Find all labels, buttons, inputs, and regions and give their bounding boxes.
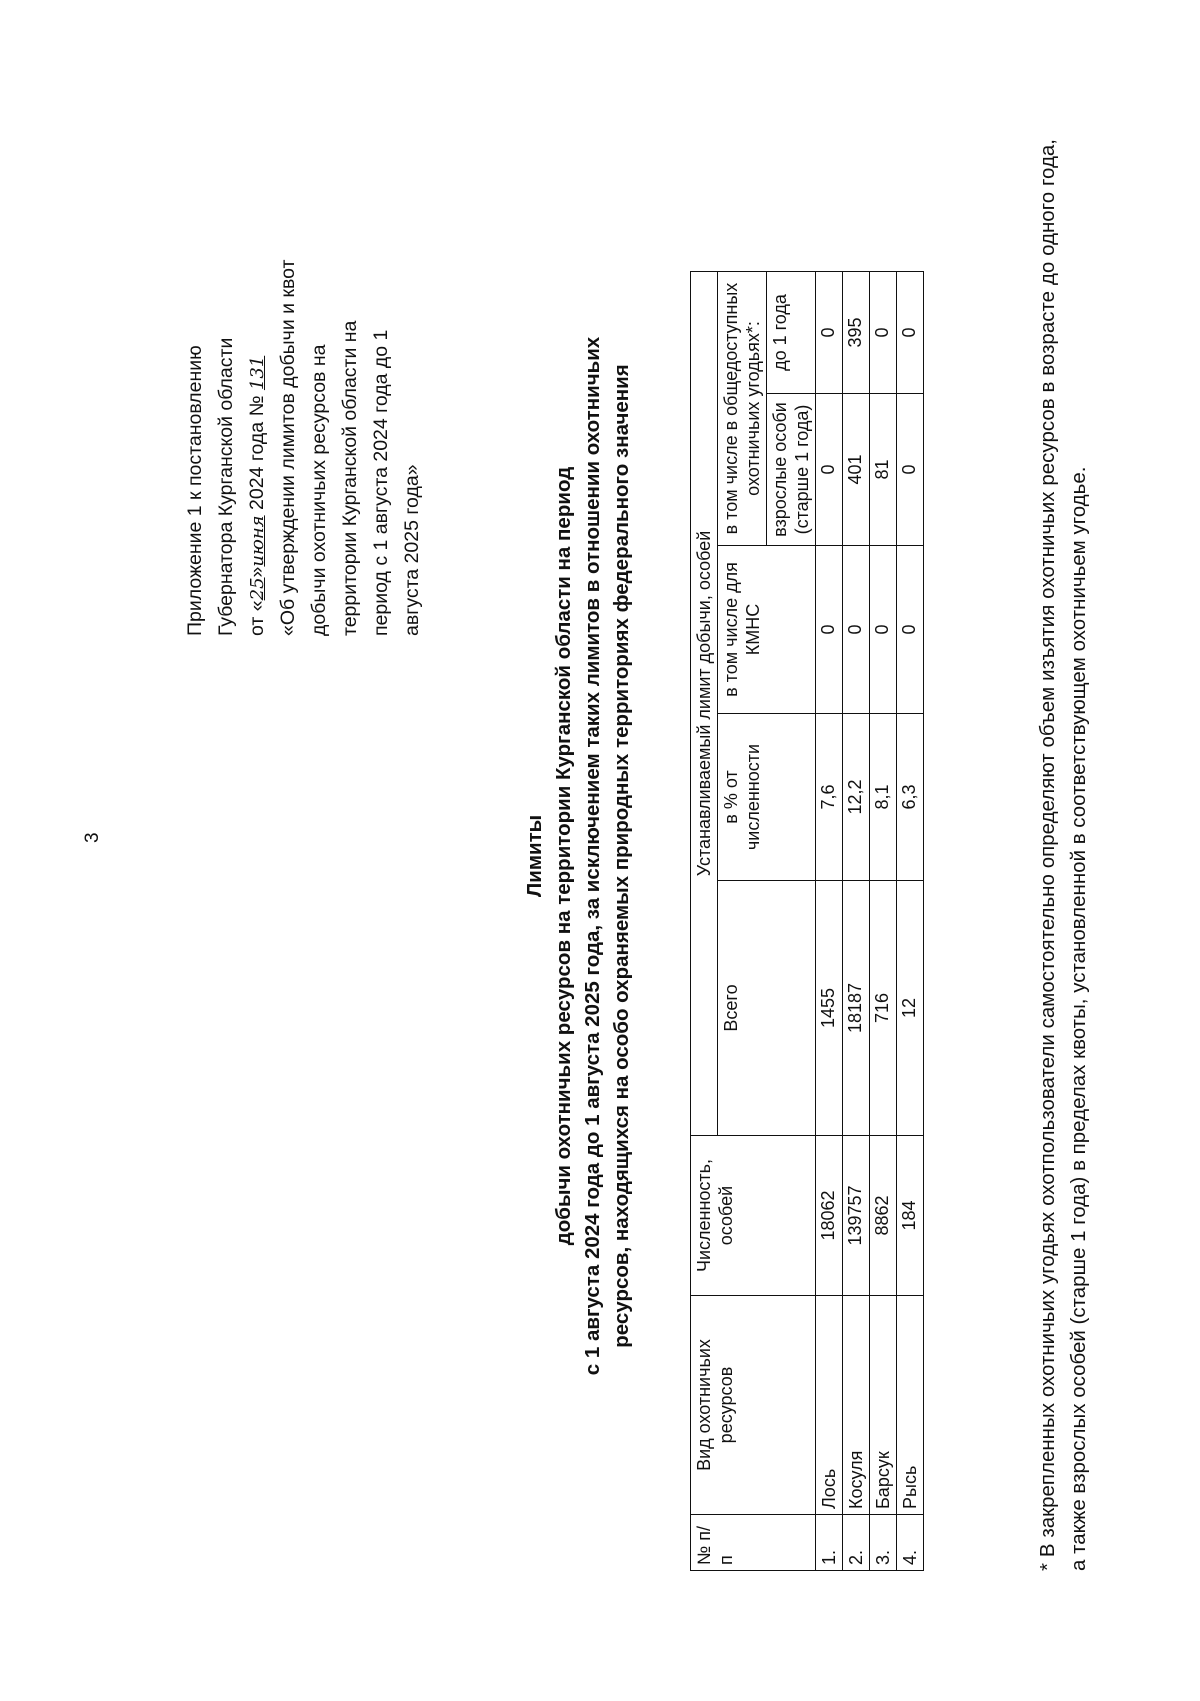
header-total: Всего xyxy=(718,881,816,1136)
appendix-line: Губернатора Курганской области xyxy=(215,337,237,636)
cell-population: 8862 xyxy=(870,1136,897,1296)
table-row xyxy=(816,272,843,1571)
cell-percent: 12,2 xyxy=(843,714,870,881)
cell-young: 0 xyxy=(870,272,897,394)
title-line: Лимиты xyxy=(523,814,546,898)
appendix-date-line: от «25»июня 2024 года № 131 xyxy=(246,355,268,636)
footnote: * В закрепленных охотничьих угодьях охотпользователи самостоятельно определяют объем изъятия охотничьих ресурсов в возрасте до одного года, а также взрослых особей (старше 1 года) в пределах квоты, установленной в соответствующем охотничьем угодье. xyxy=(1036,139,1090,1571)
cell-total: 1455 xyxy=(816,881,843,1136)
cell-species: Лось xyxy=(816,1296,843,1515)
cell-kmns: 0 xyxy=(870,546,897,714)
cell-total: 18187 xyxy=(843,881,870,1136)
cell-num: 2. xyxy=(843,1515,870,1571)
limits-table xyxy=(690,271,924,1571)
title-line: ресурсов, находящихся на особо охраняемых природных территориях федерального значения xyxy=(610,364,633,1348)
appendix-line: августа 2025 года» xyxy=(401,464,423,636)
title-line: с 1 августа 2024 года до 1 августа 2025 года, за исключением таких лимитов в отношении охотничьих xyxy=(581,336,604,1376)
cell-species: Рысь xyxy=(897,1296,924,1515)
appendix-line: Приложение 1 к постановлению xyxy=(184,345,206,636)
cell-adults: 401 xyxy=(843,394,870,546)
document-title xyxy=(520,141,636,1571)
header-percent: в % от численности xyxy=(718,714,816,881)
cell-percent: 7,6 xyxy=(816,714,843,881)
cell-kmns: 0 xyxy=(816,546,843,714)
cell-total: 716 xyxy=(870,881,897,1136)
table-row xyxy=(843,272,870,1571)
header-species: Вид охотничьих ресурсов xyxy=(691,1296,816,1515)
date-year: 2024 года № xyxy=(246,390,268,516)
cell-young: 0 xyxy=(816,272,843,394)
handwritten-number: 131 xyxy=(247,355,268,391)
cell-kmns: 0 xyxy=(843,546,870,714)
table-row xyxy=(897,272,924,1571)
appendix-note xyxy=(180,66,428,636)
cell-young: 0 xyxy=(897,272,924,394)
cell-population: 18062 xyxy=(816,1136,843,1296)
appendix-line: «Об утверждении лимитов добычи и квот xyxy=(277,259,299,636)
handwritten-month: июня xyxy=(247,515,268,567)
cell-num: 4. xyxy=(897,1515,924,1571)
header-kmns: в том числе для КМНС xyxy=(718,546,816,714)
cell-species: Барсук xyxy=(870,1296,897,1515)
title-line: добычи охотничьих ресурсов на территории Курганской области на период xyxy=(552,466,575,1246)
page-number: 3 xyxy=(82,832,103,843)
header-public: в том числе в общедоступных охотничьих угодьях*: xyxy=(718,272,767,546)
header-num: № п/п xyxy=(691,1515,816,1571)
cell-percent: 6,3 xyxy=(897,714,924,881)
table-row xyxy=(870,272,897,1571)
date-prefix: от « xyxy=(246,600,268,636)
header-limit: Устанавливаемый лимит добычи, особей xyxy=(691,272,718,1136)
header-population: Численность, особей xyxy=(691,1136,816,1296)
cell-adults: 81 xyxy=(870,394,897,546)
cell-species: Косуля xyxy=(843,1296,870,1515)
cell-population: 139757 xyxy=(843,1136,870,1296)
appendix-line: период с 1 августа 2024 года до 1 xyxy=(370,329,392,636)
cell-num: 3. xyxy=(870,1515,897,1571)
cell-young: 395 xyxy=(843,272,870,394)
cell-kmns: 0 xyxy=(897,546,924,714)
cell-percent: 8,1 xyxy=(870,714,897,881)
cell-adults: 0 xyxy=(816,394,843,546)
appendix-line: добычи охотничьих ресурсов на xyxy=(308,344,330,636)
cell-population: 184 xyxy=(897,1136,924,1296)
header-young: до 1 года xyxy=(767,272,816,394)
cell-num: 1. xyxy=(816,1515,843,1571)
header-row xyxy=(691,272,718,1571)
handwritten-day: 25 xyxy=(247,577,268,601)
cell-total: 12 xyxy=(897,881,924,1136)
appendix-line: территории Курганской области на xyxy=(339,320,361,636)
cell-adults: 0 xyxy=(897,394,924,546)
header-adults: взрослые особи (старше 1 года) xyxy=(767,394,816,546)
